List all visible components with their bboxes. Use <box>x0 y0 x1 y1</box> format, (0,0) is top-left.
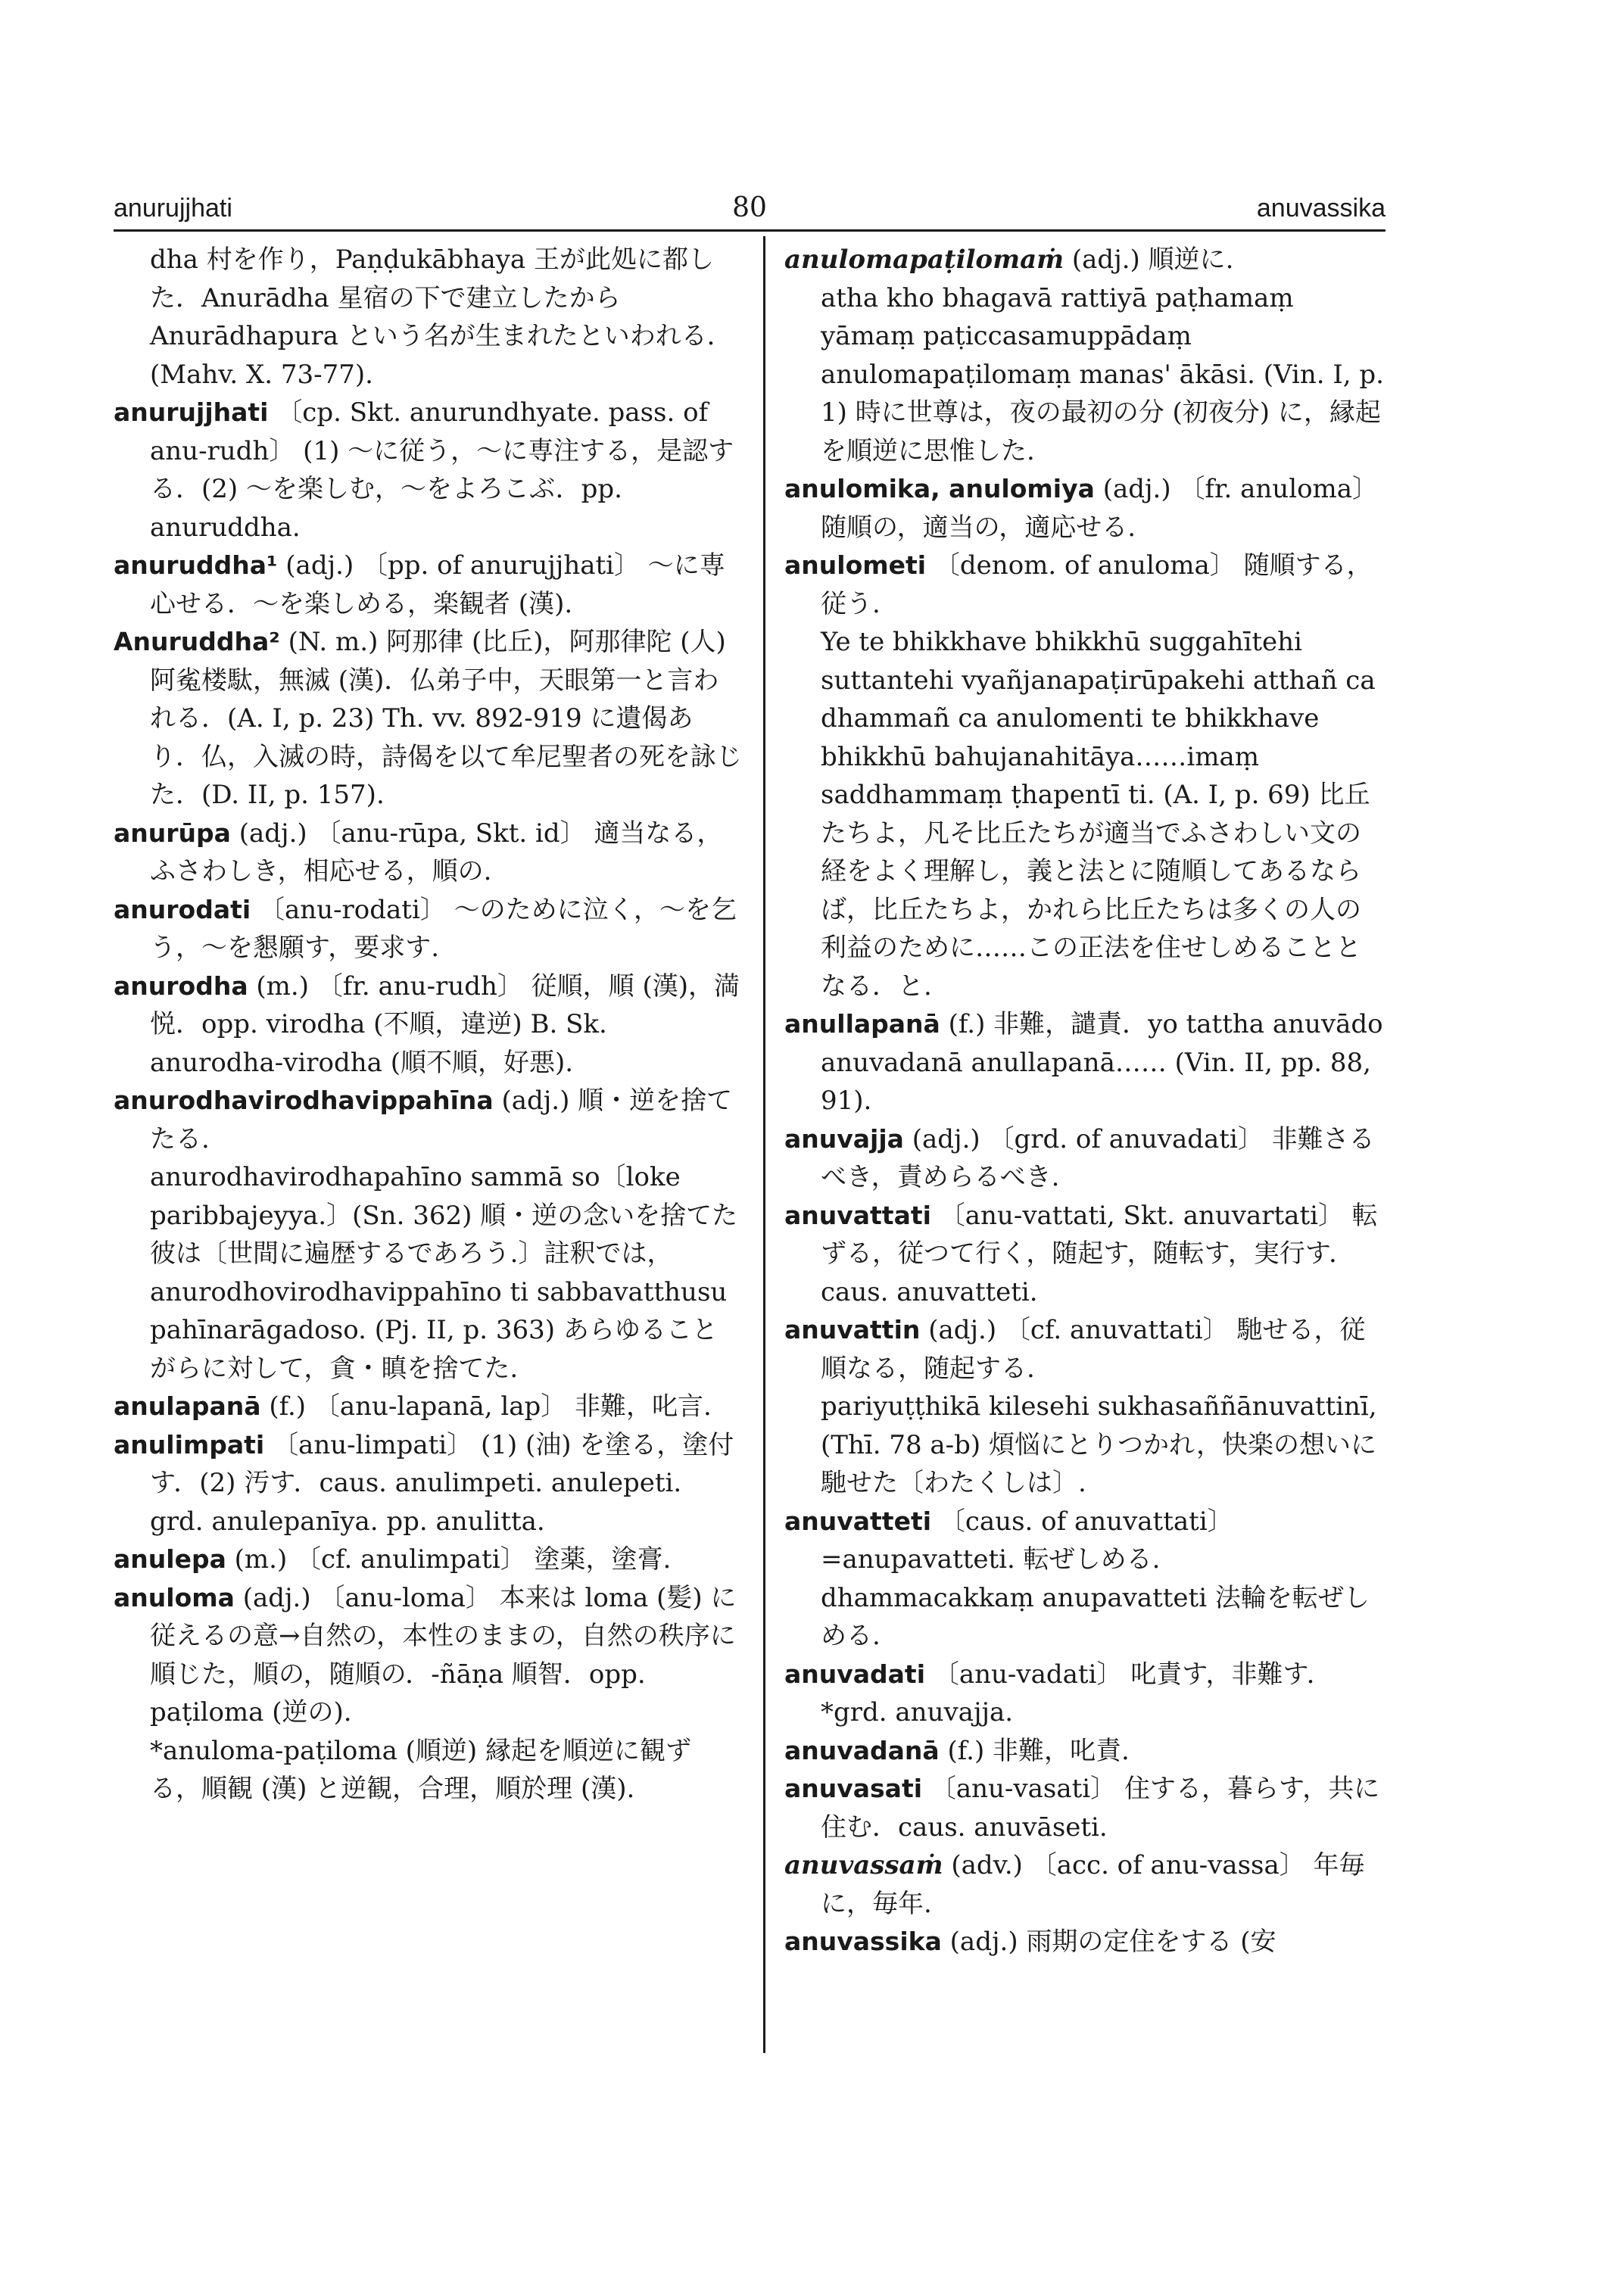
dictionary-entry <box>784 1846 1384 1923</box>
entry-headword: anulapanā <box>114 1391 261 1421</box>
entry-headword: anulomapaṭilomaṁ <box>784 245 1064 275</box>
entry-definition: (adv.) 〔acc. of anu-vassa〕 年毎に，毎年. <box>821 1850 1365 1919</box>
entry-definition: (adj.) 順・逆を捨てたる. <box>150 1086 733 1154</box>
entry-headword: anuvadati <box>784 1659 926 1689</box>
dictionary-entry <box>784 1770 1384 1846</box>
entry-headword: anurodha <box>114 970 248 1001</box>
dictionary-entry <box>114 815 742 891</box>
dictionary-entry <box>784 1311 1384 1388</box>
dictionary-entry <box>784 1732 1384 1771</box>
dictionary-entry <box>114 1541 742 1579</box>
entry-headword: anulimpati <box>114 1429 265 1460</box>
dictionary-entry <box>784 470 1384 547</box>
dictionary-entry <box>114 394 742 547</box>
dictionary-entry <box>114 1388 742 1426</box>
entry-headword: anuvatteti <box>784 1506 932 1536</box>
entry-subsense: *anuloma-paṭiloma (順逆) 縁起を順逆に観ずる，順観 (漢) と逆観，合理，順於理 (漢). <box>150 1735 691 1804</box>
continuation-text: dha 村を作り，Paṇḍukābhaya 王が此処に都した．Anurādha 星宿の下で建立したから Anurādhapura という名が生まれたといわれる．(Mahv. X. 73-77). <box>150 245 733 390</box>
entry-headword: anuvassika <box>784 1927 942 1956</box>
dictionary-entry <box>114 1426 742 1541</box>
entry-definition: (adj.) 雨期の定住をする (安 <box>949 1927 1276 1957</box>
dictionary-entry <box>114 967 742 1083</box>
entry-headword: anuruddha¹ <box>114 550 278 580</box>
header-rule <box>114 229 1386 232</box>
dictionary-entry <box>114 1579 742 1732</box>
entry-headword: anullapanā <box>784 1009 940 1039</box>
dictionary-entry <box>114 623 742 815</box>
entry-headword: anuvajja <box>784 1123 904 1154</box>
entry-headword: anuvattati <box>784 1200 931 1230</box>
entry-headword: anulometi <box>784 550 927 580</box>
dictionary-entry <box>784 1120 1384 1197</box>
entry-definition: (f.) 〔anu-lapanā, lap〕 非難，叱言. <box>269 1391 712 1422</box>
dictionary-entry <box>784 1503 1384 1579</box>
entry-definition: (f.) 非難，叱責. <box>947 1735 1130 1766</box>
running-head-right: anuvassika <box>1256 194 1386 223</box>
entry-definition: (adj.) 〔anu-rūpa, Skt. id〕 適当なる，ふさわしき，相応せる，順の. <box>150 818 723 886</box>
dictionary-entry <box>784 1197 1384 1312</box>
entry-headword: anuvattin <box>784 1315 921 1344</box>
entry-definition: (adj.) 〔anu-loma〕 本来は loma (髪) に従えるの意→自然の，本性のままの，自然の秩序に順じた，順の，随順の．-ñāṇa 順智．opp. paṭiloma (逆の). <box>150 1582 737 1728</box>
entry-headword: anulepa <box>114 1544 226 1574</box>
example-quotation: anurodhavirodhapahīno sammā so〔loke paribbajeyya.〕(Sn. 362) 順・逆の念いを捨てた彼は〔世間に遍歴するであろう.〕註釈では，anurodhovirodhavippahīno ti sabbavatthusu pahīnarāgadoso. (Pj. II, p. 363) あらゆることがらに対して，貪・瞋を捨てた. <box>150 1162 738 1384</box>
entry-headword: anuvasati <box>784 1774 923 1803</box>
entry-definition: (m.) 〔cf. anulimpati〕 塗薬，塗膏. <box>234 1544 672 1575</box>
entry-headword: anurujjhati <box>114 397 269 427</box>
entry-definition: 〔denom. of anuloma〕 随順する，従う. <box>821 550 1373 619</box>
dictionary-entry <box>784 1923 1384 1961</box>
example-quotation: pariyuṭṭhikā kilesehi sukhasaññānuvattinī, (Thī. 78 a-b) 煩悩にとりつかれ，快楽の想いに馳せた〔わたくしは〕. <box>821 1391 1377 1498</box>
entry-definition: (adj.) 〔cf. anuvattati〕 馳せる，従順なる，随起する. <box>821 1315 1366 1384</box>
page-number: 80 <box>732 192 767 223</box>
entry-definition: (N. m.) 阿那律 (比丘)，阿那律陀 (人) 阿㝹楼駄，無滅 (漢)．仏弟子中，天眼第一と言われる．(A. I, p. 23) Th. vv. 892-919 に遺偈あり．仏，入滅の時，詩偈を以て牟尼聖者の死を詠じた．(D. II, p. 157). <box>150 627 742 810</box>
entry-definition: 〔anu-vattati, Skt. anuvartati〕 転ずる，従つて行く，随起す，随転す，実行す．caus. anuvatteti. <box>821 1200 1378 1307</box>
entry-headword: anurodati <box>114 894 251 924</box>
entry-definition: 〔cp. Skt. anurundhyate. pass. of anu-rudh〕 (1) ～に従う，～に専注する，是認する．(2) ～を楽しむ，～をよろこぶ．pp. anuruddha. <box>150 397 734 543</box>
entry-headword: anurodhavirodhavippahīna <box>114 1086 494 1115</box>
entry-definition: (adj.) 〔pp. of anurujjhati〕 ～に専心せる．～を楽しめる，楽観者 (漢). <box>150 550 725 619</box>
entry-definition: 〔anu-limpati〕 (1) (油) を塗る，塗付す．(2) 汚す．caus. anulimpeti. anulepeti. grd. anulepanīya. pp. anulitta. <box>150 1429 734 1537</box>
dictionary-entry <box>784 241 1384 279</box>
column-divider <box>763 236 765 2053</box>
example-quotation: dhammacakkaṃ anupavatteti 法輪を転ぜしめる. <box>821 1582 1370 1651</box>
entry-definition: (adj.) 〔grd. of anuvadati〕 非難さるべき，責めらるべき. <box>821 1123 1375 1192</box>
dictionary-entry <box>114 547 742 623</box>
dictionary-entry <box>784 1005 1384 1120</box>
entry-headword: anurūpa <box>114 818 231 848</box>
entry-headword: anuvadanā <box>784 1735 940 1765</box>
entry-definition: 〔caus. of anuvattati〕 =anupavatteti. 転ぜしめる. <box>821 1506 1233 1575</box>
dictionary-entry <box>114 891 742 967</box>
example-quotation: Ye te bhikkhave bhikkhū suggahītehi suttantehi vyañjanapaṭirūpakehi atthañ ca dhammañ ca anulomenti te bhikkhave bhikkhū bahujanahitāya……imaṃ saddhammaṃ ṭhapentī ti. (A. I, p. 69) 比丘たちよ，凡そ比丘たちが適当でふさわしい文の経をよく理解し，義と法とに随順してあるならば，比丘たちよ，かれら比丘たちは多くの人の利益のために……この正法を住せしめることとなる．と. <box>821 627 1376 1002</box>
dictionary-entry <box>784 1656 1384 1732</box>
entry-headword: Anuruddha² <box>114 627 280 656</box>
dictionary-entry <box>784 547 1384 623</box>
entry-headword: anulomika, anulomiya <box>784 474 1095 503</box>
entry-headword: anuloma <box>114 1582 235 1612</box>
entry-definition: (adj.) 〔fr. anuloma〕 随順の，適当の，適応せる. <box>821 474 1379 543</box>
example-quotation: atha kho bhagavā rattiyā paṭhamaṃ yāmaṃ paṭiccasamuppādaṃ anulomapaṭilomaṃ manas' ākāsi. (Vin. I, p. 1) 時に世尊は，夜の最初の分 (初夜分) に，縁起を順逆に思惟した. <box>821 282 1384 466</box>
dictionary-entry <box>114 1082 742 1158</box>
entry-definition: (f.) 非難，譴責．yo tattha anuvādo anuvadanā anullapanā…… (Vin. II, pp. 88, 91). <box>821 1009 1383 1116</box>
entry-definition: 〔anu-vasati〕 住する，暮らす，共に住む．caus. anuvāseti. <box>821 1774 1380 1843</box>
entry-definition: 〔anu-rodati〕 ～のために泣く，～を乞う，～を懇願す，要求す. <box>150 894 737 963</box>
entry-definition: 〔anu-vadati〕 叱責す，非難す．*grd. anuvajja. <box>821 1659 1333 1728</box>
left-column <box>114 241 742 2058</box>
page-header <box>114 185 1386 231</box>
entry-headword: anuvassaṁ <box>784 1850 943 1880</box>
entry-definition: (m.) 〔fr. anu-rudh〕 従順，順 (漢)，満悦．opp. virodha (不順，違逆) B. Sk. anurodha-virodha (順不順，好悪). <box>150 970 740 1078</box>
entry-definition: (adj.) 順逆に. <box>1071 245 1234 275</box>
right-column <box>784 241 1384 2058</box>
running-head-left: anurujjhati <box>114 194 232 223</box>
